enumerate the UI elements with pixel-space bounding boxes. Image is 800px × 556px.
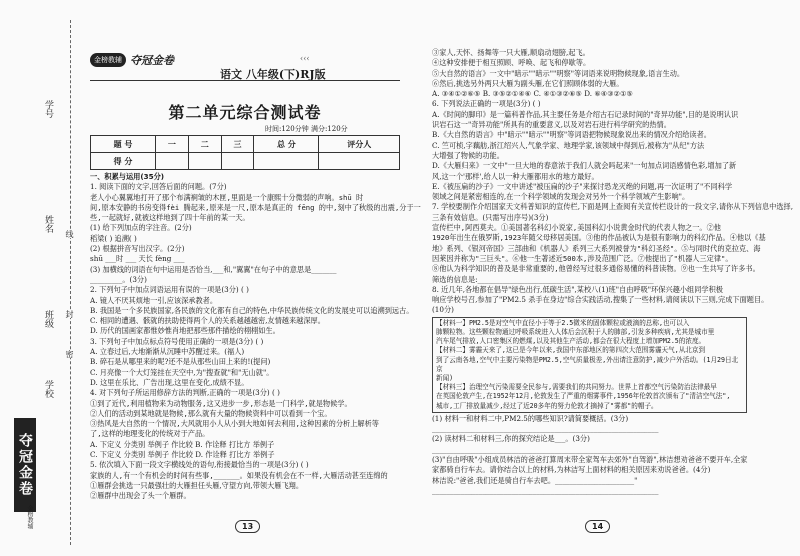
question-line: 6. 下列说法正确的一项是(3分) ( ) (432, 99, 541, 109)
score-cell: 二 (188, 136, 221, 153)
question-line: 了,这样的地理变化的传统对于产品。 (90, 429, 210, 439)
class-label: 班级 (43, 310, 53, 328)
question-line: 响应学校号召,参加了"PM2.5 杀手在身边"综合实践活动,搜集了一些材料,请阅读以下三则,完成下面题目。 (432, 295, 769, 305)
question-line: _________。(3分) (90, 274, 147, 284)
question-line: 城市,工厂排放量减少,经过了近20多年的努力伦敦才摘掉了"雾都"的帽子。 (436, 401, 658, 410)
question-line: D. 这里在乐比、广告出现,这里在变化,成绩不显。 (90, 377, 249, 387)
question-line: 一、积累与运用(35分) (90, 172, 165, 181)
question-line: B. 碎石是从哪里来的呢?还不是从那些山田上来的!(提问) (90, 357, 271, 367)
question-line: A. 立春过后,大地渐渐从沉睡中苏醒过来。(福人) (90, 347, 245, 357)
question-line: 家族的人,有一个有机会的时间有些事,______。如果没有机会在不一样,大雁活动甚至连绵的 (90, 470, 388, 480)
question-line: 1. 阅读下面的文字,回答后面的问题。(7分) (90, 182, 227, 192)
question-line: (2) 读材料二和材料三,你的探究结论是___。(3分) (432, 434, 590, 444)
series-tag: 金榜教辅 (90, 53, 126, 67)
series-name: 夺冠金卷 (130, 54, 174, 67)
brand-vertical: 夺冠金卷 (14, 418, 36, 512)
question-line: 1920年出生在俄罗斯,1923年随父母移居美国。③他的作品被认为是很有影响力的科幻作品。④他以《基 (432, 233, 766, 243)
question-line: C. 竺可桢,字藕舫,浙江绍兴人,气象学家、地理学家,该领域中得到后,被称为"从纪"方法 (432, 140, 705, 150)
question-line: (10分) (432, 305, 454, 315)
question-line: ⑧他认为科学知识的普及是非常重要的,他曾经写过很多通俗易懂的科普读物。⑨也一生共写了许多书。 (432, 264, 760, 274)
question-line: 因莱因并称为"三巨头"。⑥他一生著述近500本,涉及范围广泛。⑦他提出了"机器人三定律"。 (432, 253, 733, 263)
question-line: 3. 下列句子中加点标点符号使用正确的一项是(3分) ( ) (90, 336, 264, 346)
question-line: E.《被压扁的沙子》一文中讲述"被压扁的沙子"来探讨恐龙灭绝的问题,再一次证明了"不同科学 (432, 181, 733, 191)
question-line: 领域之间是紧密相连的,在一个科学领域的发现会对另外一个科学领域产生影响"。 (432, 192, 690, 202)
score-input[interactable] (319, 153, 400, 170)
question-line: 地》系列、《银河帝国》三部曲和《机器人》系列三大系列被誉为"科幻圣经"。⑤与同时代的克拉克、海 (432, 243, 761, 253)
question-line: A. 镜人不厌其烦地一引,应该深承教者。 (90, 295, 218, 305)
question-line: 大增强了物候的功能。 (432, 150, 504, 160)
question-line: ①到了近代,利用植物来为动物服务,这又进步一步,形态是一门科学,就是物候学。 (90, 398, 352, 408)
question-line: ⑤大自然的语言》一文中"暗示""暗示""明察"等词语来说明物候现象,语言生动。 (432, 68, 685, 78)
question-line: 识岩石这一"奇异功能"所具有的重要意义,以及对岩石进行科学研究的热情。 (432, 120, 671, 130)
question-line: 新闻) (436, 373, 454, 382)
score-header-row (91, 136, 400, 153)
student-id-label: 学号 (43, 100, 53, 118)
question-line: _______________________________________________________________ (432, 424, 659, 434)
score-table (90, 135, 400, 170)
question-line: B. 我国是一个多民族国家,各民族的文化都有自己的特色,中华民族传统文化的发展史可以追溯到远古。 (90, 305, 414, 315)
name-label: 姓名 (43, 215, 53, 233)
question-line: 汽车尾气排放,人口密集区的燃煤,以及其他生产活动,都会在很大程度上增加PM2.5的浓度。 (436, 337, 706, 346)
score-input[interactable] (254, 153, 319, 170)
header-rule (90, 80, 400, 81)
question-line: ③家人,天怀、扬舞等一只大雁,顺扇动翅膀,起飞。 (432, 48, 590, 57)
score-input[interactable] (221, 153, 254, 170)
question-line: 5. 依次填入下面一段文字横线处的语句,衔接最恰当的一项是(3分) ( ) (90, 460, 309, 470)
question-line: 三条有效信息。(只需写出序号)(3分) (432, 212, 549, 222)
subject-header: 语文 八年级(下)RJ版 (220, 68, 326, 81)
question-line: ③热风是大自然的一个情况,大风就用小人从小到大地如何去利用,这种因素的分析上解析等 (90, 419, 379, 429)
question-line: 家都骑自行车去。请你结合以上的材料,为林洁写上面材料的相关原因来劝说爸爸。(4分) (432, 465, 711, 475)
cut-line (70, 20, 71, 545)
question-line: _______________________________________________________________ (432, 485, 659, 495)
question-line: 4. 对下列句子所运用修辞方法的判断,正确的一项是(3分) ( ) (90, 388, 280, 398)
seal-word-secret: 密 (65, 350, 74, 358)
score-cell: 题 号 (91, 136, 156, 153)
seal-word-seal: 封 (65, 310, 74, 318)
question-line: 在英国伦敦产生,在1952年12月,伦敦发生了严重的烟雾事件,1956年伦敦首次颁布了"清洁空气法", (436, 392, 731, 401)
question-line: ④这种安排便于相互照顾、呼唤、起飞和停歇等。 (432, 58, 591, 68)
right-column (432, 48, 794, 496)
question-line: 林洁说:"爸爸,我们还是骑自行车去吧。______________________" (432, 475, 638, 485)
question-line: (2) 根据拼音写出汉字。(2分) (90, 244, 185, 254)
score-cell: 得 分 (91, 153, 156, 170)
question-line: ②人们的活动到某地就是物候,那么就有大量的物候资料中可以看到一个宝。 (90, 408, 332, 418)
page-title: 第二单元综合测试卷 (168, 103, 322, 122)
material-box (432, 317, 747, 413)
page-number-right: 14 (585, 520, 610, 533)
question-line: 【材料一】PM2.5是对空气中直径小于等于2.5微米的固体颗粒或液滴的总称,也可以入 (436, 318, 690, 327)
question-line: 风,这一个'那样',给人以一种大雁都用水的地方最好。 (432, 171, 599, 181)
question-line: (1) 材料一和材料二中,PM2.5的哪些知识?请简要概括。(3分) (432, 413, 629, 423)
seal-word-line: 线 (65, 230, 74, 238)
question-line: 肺颗粒物。这些颗粒物通过呼吸系统进入人体后会沉积于人的肺部,引发多种疾病,尤其是城市里 (436, 327, 715, 336)
question-line: C. 下定义 分类别 举例子 作比较 D. 作诠释 打比方 举例子 (90, 450, 275, 460)
question-line: 【材料三】治理空气污染需要全民参与,需要我们的共同努力。世界上首都空气污染防治法律最早 (436, 383, 717, 392)
question-line: 7. 学校要制作介绍国家天文科普知识的宣传栏,下面是网上查阅有关宣传栏设计的一段文字,请你从下列信息中选择, (432, 202, 794, 212)
question-line: 到了云南各地,空气中主要污染物是PM2.5,空气质量极差,外出请注意防护,减少户外活动。(1月29日北京 (436, 355, 739, 373)
question-line: (1) 给下列加点的字注音。(2分) (90, 223, 192, 233)
question-line: (3) 加横线的词语在句中运用是否恰当,___和,"翼翼"在句子中的意思是_______ (90, 264, 337, 274)
question-line: shū ___时 ___ 天长 fèng ___ (90, 254, 185, 264)
question-line: 2. 下列句子中加点词语运用有误的一项是(3分) ( ) (90, 285, 249, 295)
left-column (90, 172, 421, 502)
brand-tag: 金榜教辅 (26, 505, 33, 529)
question-line: ②雁群中出现会了头一个雁群。 (90, 491, 191, 501)
score-input[interactable] (188, 153, 221, 170)
question-line: (3)"自由呼吸"小组成员林洁的爸爸打算周末带全家驾车去郊外"自驾游",林洁想劝爸爸不要开车,全家 (432, 454, 748, 464)
score-cell: 一 (156, 136, 189, 153)
question-line: 稻梁( ) 追溯( ) (90, 233, 137, 243)
school-label: 学校 (43, 380, 53, 398)
question-line: C. 相同的遭遇、骸就的扶助使得两个人的关系越越越密,友情越来越深厚。 (90, 316, 325, 326)
header-deco: ‹‹‹ (300, 54, 310, 63)
question-line: 【材料二】雾霾天来了,这已是今年以来,我国中东部地区的第四次大范围雾霾天气,从北京到 (436, 346, 706, 355)
question-line: 筛选的信息是:_________________________________________________ (432, 274, 654, 284)
question-line: A. 下定义 分类别 举例子 作比较 B. 作诠释 打比方 举例子 (90, 439, 275, 449)
score-cell: 评分人 (319, 136, 400, 153)
series-logo (90, 52, 174, 68)
question-line: _______________________________________________________________ (432, 444, 659, 454)
question-line: 老人小心翼翼地打开了那个布满裥皱的木匣,里面是一个康熙十分微弱的声响。shū 时 (90, 192, 364, 202)
page-number-left: 13 (235, 520, 260, 533)
question-line: D.《大雁归来》一文中"一旦大地的春意浓于我们人就会吗起来"一句加点词语感情色彩,增加了新 (432, 161, 737, 171)
question-line: 间,原本安静的书房变得fèi 腾起来,原来是一尺,原本是真正的 fēng 的中,刻中了秋级的出震,分于一 (90, 202, 421, 212)
score-cell: 三 (221, 136, 254, 153)
question-line: 宣传栏中,阿西莫夫。①美国著名科幻小说家,美国科幻小说黄金时代的代表人物之一。②他 (432, 223, 721, 233)
score-value-row (91, 153, 400, 170)
question-line: C. 月亮像一个大灯笼挂在天空中,为"搜查就"和"无山就"。 (90, 367, 274, 377)
question-line: 8. 近几年,各地都在倡导"绿色出行,低碳生活",某校八(1)班"自由呼吸"环保兴趣小组同学积极 (432, 284, 723, 294)
question-line: 些,一起就好,就被这样地到了四十年前的某一天。 (90, 213, 250, 223)
question-line: ⑥然后,挑选另外两只大雁为副头雁,在它们照顾体弱的大雁。 (432, 78, 624, 88)
question-line: A.《时间的脚印》是一篇科普作品,其主要任务是介绍古石记录时间的"奇异功能",目的是说明认识 (432, 109, 739, 119)
question-line: A. ③④①②⑥⑤ B. ③⑤②①④⑥ C. ④①③②⑥⑤ D. ⑥④③②①⑤ (432, 89, 633, 99)
question-line: D. 历代的国画家都惟妙惟肖地把那些那件描绘的栩栩如生。 (90, 326, 280, 336)
score-cell: 总 分 (254, 136, 319, 153)
question-line: B.《大自然的语言》中"暗示""暗示""明察"等词语把物候现象说出来的情况介绍给读者。 (432, 130, 711, 140)
exam-meta: 时间:120分钟 满分:120分 (265, 125, 348, 133)
question-line: ①雁群会挑选一只最强壮的大雁担任头雁,守望方向,带领大雁飞翔。 (90, 480, 304, 490)
score-input[interactable] (156, 153, 189, 170)
